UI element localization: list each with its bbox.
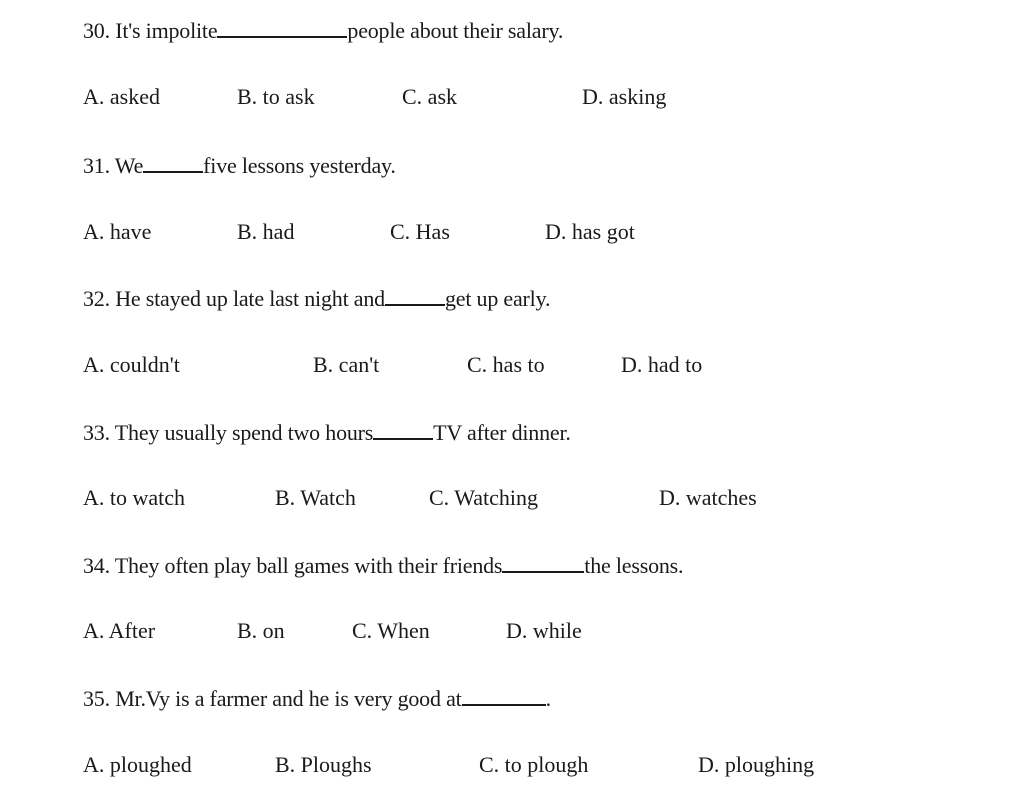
question-31-option-d: D. has got [545,219,635,244]
question-34 [83,551,683,579]
question-30-blank [217,16,347,38]
question-30-option-d: D. asking [582,84,667,109]
question-30-option-c: C. ask [402,84,457,109]
question-31-option-b: B. had [237,219,295,244]
question-35 [83,684,551,712]
question-32-text-before: 32. He stayed up late last night and [83,286,385,311]
question-31-text-after: five lessons yesterday. [203,153,396,178]
question-31-text-before: 31. We [83,153,144,178]
question-33-text-before: 33. They usually spend two hours [83,420,374,445]
question-30 [83,16,563,44]
question-30-text-after: people about their salary. [347,18,564,43]
question-35-text-after: . [545,686,551,711]
question-33-option-a: A. to watch [83,485,186,510]
question-35-option-c: C. to plough [479,752,589,777]
question-32-option-d: D. had to [621,352,703,377]
question-35-blank [462,684,546,706]
question-31 [83,151,396,179]
question-33-option-b: B. Watch [275,485,356,510]
question-35-option-b: B. Ploughs [275,752,372,777]
question-33-text-after: TV after dinner. [433,420,571,445]
question-30-option-a: A. asked [83,84,160,109]
question-34-option-b: B. on [237,618,285,643]
question-35-text-before: 35. Mr.Vy is a farmer and he is very good at [83,686,462,711]
question-33-option-d: D. watches [659,485,757,510]
question-33-blank [373,418,433,440]
question-33-option-c: C. Watching [429,485,539,510]
question-34-text-before: 34. They often play ball games with their friends [83,553,503,578]
question-34-option-c: C. When [352,618,430,643]
question-31-blank [143,151,203,173]
question-35-option-d: D. ploughing [698,752,815,777]
question-35-option-a: A. ploughed [83,752,192,777]
question-33 [83,418,571,446]
question-32-option-a: A. couldn't [83,352,180,377]
question-31-option-a: A. have [83,219,152,244]
question-31-option-c: C. Has [390,219,450,244]
question-30-text-before: 30. It's impolite [83,18,218,43]
question-34-option-d: D. while [506,618,582,643]
question-32-option-c: C. has to [467,352,545,377]
question-30-option-b: B. to ask [237,84,315,109]
question-34-blank [502,551,584,573]
question-32 [83,284,550,312]
question-32-blank [385,284,445,306]
question-32-option-b: B. can't [313,352,380,377]
question-34-text-after: the lessons. [584,553,684,578]
question-32-text-after: get up early. [444,286,551,311]
question-34-option-a: A. After [83,618,156,643]
